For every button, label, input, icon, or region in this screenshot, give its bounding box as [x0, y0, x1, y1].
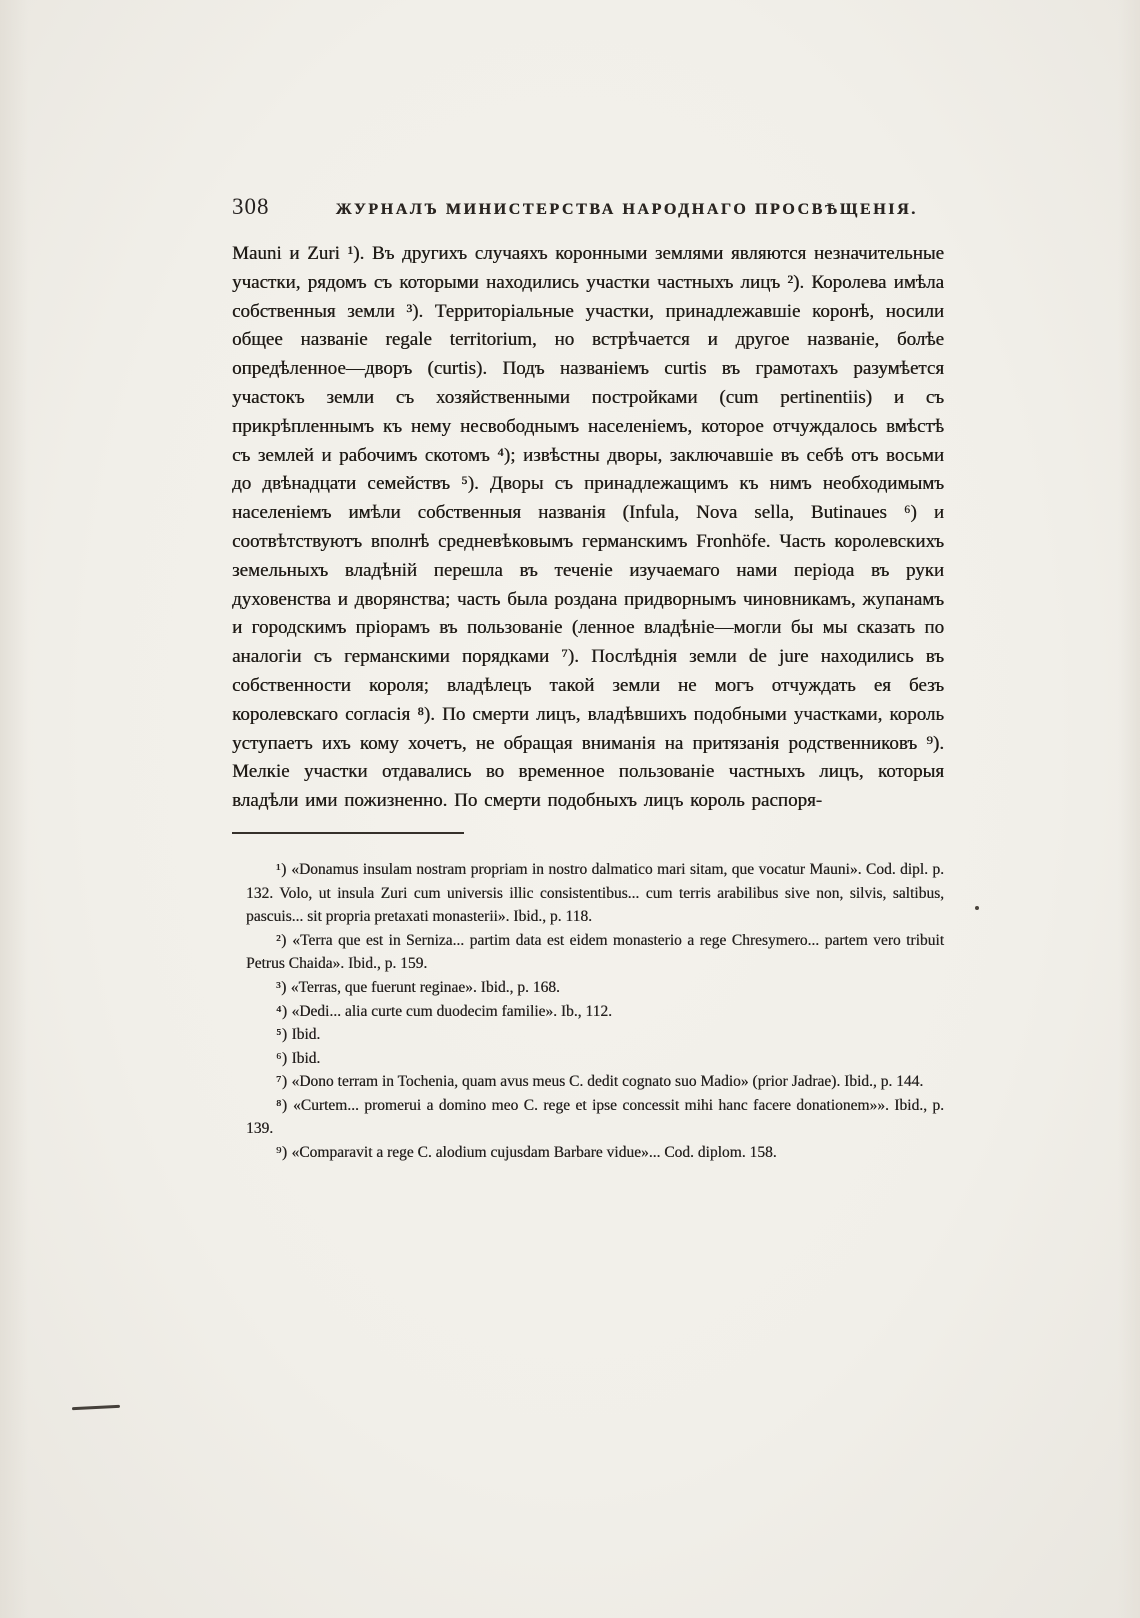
- footnote-9: [246, 1141, 944, 1165]
- footnote-4: [246, 1000, 944, 1024]
- footnote-text: «Comparavit a rege C. alodium cujusdam Barbare vidue»... Cod. diplom. 158.: [291, 1144, 777, 1162]
- footnote-marker: ⁸): [276, 1096, 288, 1114]
- footnote-text: «Curtem... promerui a domino meo C. rege et ipse concessit mihi hanc facere donationem»». Ibid., p. 139.: [246, 1096, 945, 1138]
- footnote-marker: ⁴): [276, 1002, 288, 1020]
- scan-edge-shadow-right: [1118, 0, 1140, 1618]
- page-number: 308: [232, 194, 270, 219]
- footnote-marker: ⁶): [276, 1049, 288, 1067]
- footnote-marker: ⁷): [276, 1073, 288, 1091]
- footnote-marker: ¹): [276, 860, 287, 878]
- footnote-marker: ⁹): [276, 1144, 288, 1162]
- footnote-3: [246, 976, 944, 1000]
- footnote-text: «Terra que est in Serniza... partim data est eidem monasterio a rege Chresymero... partem vero tribuit Petrus Chaida». Ibid., p. 159.: [246, 931, 944, 973]
- footnote-1: [246, 858, 944, 929]
- footnote-7: [246, 1070, 944, 1094]
- footnote-text: «Donamus insulam nostram propriam in nostro dalmatico mari sitam, que vocatur Mauni». Cod. dipl. p. 132. Volo, ut insula Zuri cum universis illic consistentibus... cum terris arabilibus sive non, silvis, saltibus, pascuis... sit propria pretaxati monasterii». Ibid., p. 118.: [246, 860, 945, 926]
- footnote-text: Ibid.: [291, 1026, 321, 1044]
- footnote-text: «Dedi... alia curte cum duodecim familie». Ib., 112.: [291, 1002, 612, 1020]
- scan-artifact-line: [72, 1405, 120, 1411]
- body-paragraph: Mauni и Zuri ¹). Въ другихъ случаяхъ коронными землями являются незначительные участки, рядомъ съ которыми находились участки частныхъ лицъ ²). Королева имѣла собственныя земли ³). Территоріальные участки, принадлежавшіе коронѣ, носили общее названіе regale territorium, но встрѣчается и другое названіе, болѣе опредѣленное—дворъ (curtis). Подъ названіемъ curtis въ грамотахъ разумѣется участокъ земли съ хозяйственными постройками (cum pertinentiis) и съ прикрѣпленнымъ къ нему несвободнымъ населеніемъ, которое отчуждалось вмѣстѣ съ землей и рабочимъ скотомъ ⁴); извѣстны дворы, заключавшіе въ себѣ отъ восьми до двѣнадцати семействъ ⁵). Дворы съ принадлежащимъ къ нимъ необходимымъ населеніемъ имѣли собственныя названія (Infula, Nova sella, Butinaues ⁶) и соотвѣтствуютъ вполнѣ средневѣковымъ германскимъ Fronhöfe. Часть королевскихъ земельныхъ владѣній перешла въ теченіе изучаемаго нами періода въ руки духовенства и дворянства; часть была роздана придворнымъ чиновникамъ, жупанамъ и городскимъ пріорамъ въ пользованіе (ленное владѣніе—могли бы мы сказать по аналогіи съ германскими порядками ⁷). Послѣднія земли de jure находились въ собственности короля; владѣлецъ такой земли не могъ отчуждать ея безъ королевскаго согласія ⁸). По смерти лицъ, владѣвшихъ подобными участками, король уступаетъ ихъ кому хочетъ, не обращая вниманія на притязанія родственниковъ ⁹). Мелкіе участки отдавались во временное пользованіе частныхъ лицъ, которыя владѣли ими пожизненно. По смерти подобныхъ лицъ король распоря-: [232, 243, 944, 812]
- footnote-marker: ²): [276, 931, 287, 949]
- footnote-marker: ³): [276, 978, 287, 996]
- scan-edge-shadow-left: [0, 0, 28, 1618]
- page-header: [232, 194, 944, 220]
- footnote-text: Ibid.: [291, 1049, 321, 1067]
- page-content: [232, 194, 944, 1165]
- footnotes-section: [232, 858, 944, 1165]
- footnote-text: «Dono terram in Tochenia, quam avus meus C. dedit cognato suo Madio» (prior Jadrae). Ibid., p. 144.: [291, 1073, 924, 1091]
- footnote-2: [246, 929, 944, 976]
- footnote-text: «Terras, que fuerunt reginae». Ibid., p. 168.: [290, 978, 560, 996]
- footnote-5: [246, 1023, 944, 1047]
- footnote-6: [246, 1047, 944, 1071]
- scan-artifact-dot: [975, 906, 979, 910]
- journal-title: ЖУРНАЛЪ МИНИСТЕРСТВА НАРОДНАГО ПРОСВѢЩЕНІЯ.: [335, 201, 918, 218]
- footnote-marker: ⁵): [276, 1026, 288, 1044]
- footnote-separator-rule: [232, 832, 464, 834]
- footnote-8: [246, 1094, 944, 1141]
